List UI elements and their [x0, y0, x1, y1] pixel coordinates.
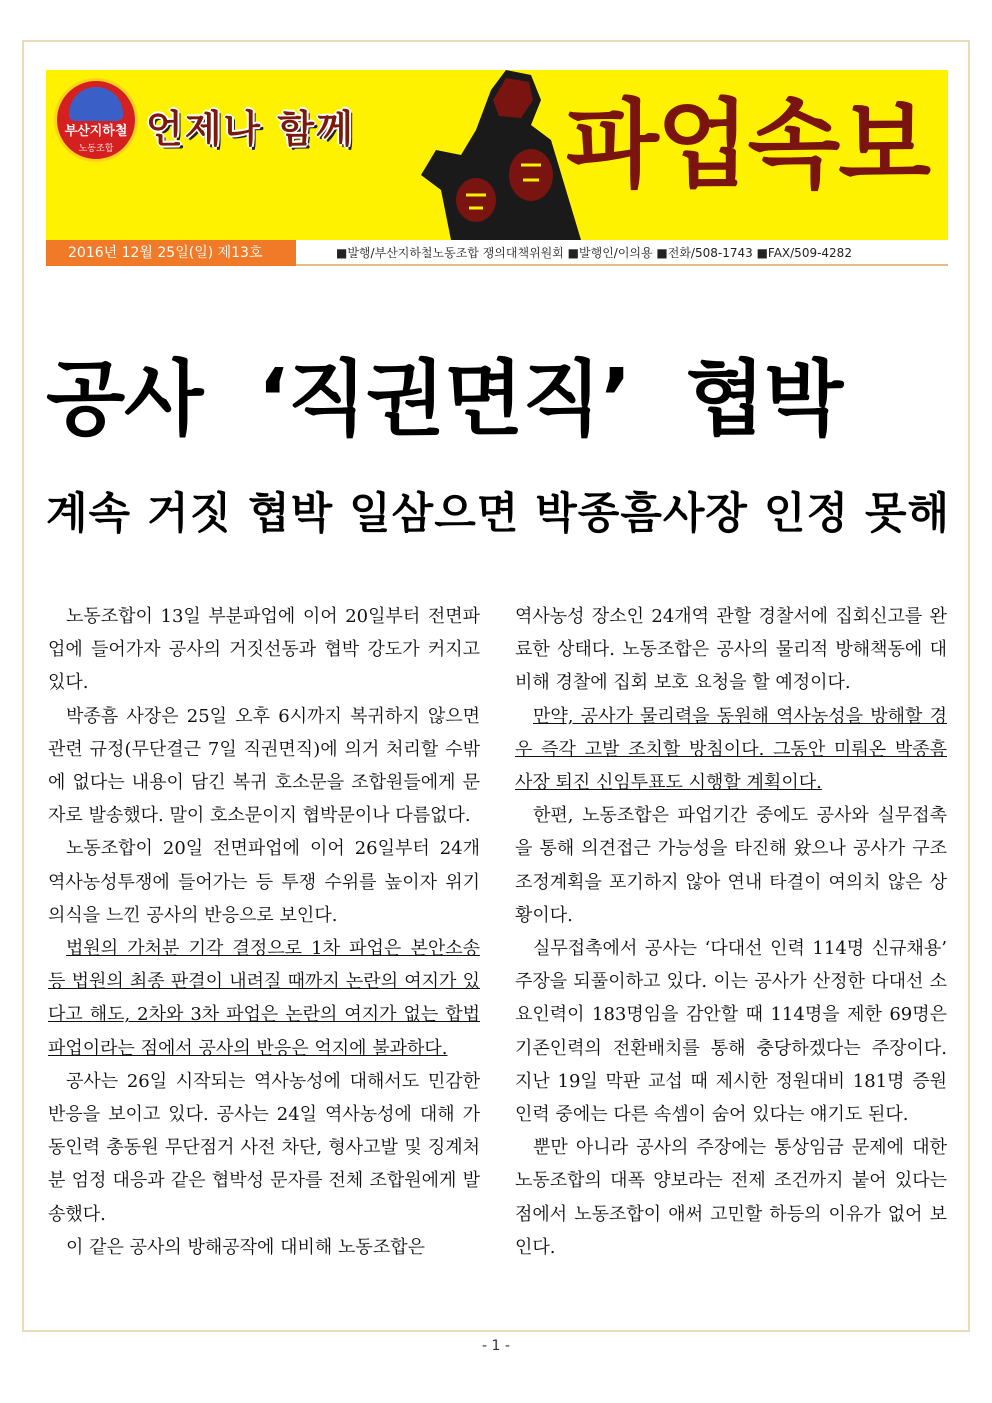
masthead-title: 파업속보: [566, 89, 929, 201]
logo-subtext: 노동조합: [78, 144, 114, 154]
article-paragraph-underlined: 만약, 공사가 물리력을 동원해 역사농성을 방해할 경우 즉각 고발 조치할 방침이다. 그동안 미뤄온 박종흠 사장 퇴진 신임투표도 시행할 계획이다.: [515, 705, 947, 794]
issue-date: 2016년 12월 25일(일) 제13호: [46, 240, 296, 266]
article-paragraph-underlined: 법원의 가처분 기각 결정으로 1차 파업은 본안소송 등 법원의 최종 판결이 내려질 때까지 논란의 여지가 있다고 해도, 2차와 3차 파업은 논란의 여지가 없는 합법파업이라는 점에서 공사의 반응은 억지에 불과하다.: [48, 938, 480, 1059]
article-paragraph: 이 같은 공사의 방해공작에 대비해 노동조합은: [66, 1236, 425, 1258]
masthead-banner: [46, 70, 948, 240]
article-paragraph: 실무접촉에서 공사는 ‘다대선 인력 114명 신규채용’ 주장을 되풀이하고 있다. 이는 공사가 산정한 다대선 소요인력이 183명임을 감안할 때 114명을 제한 69명은 기존인력의 전환배치를 통해 충당하겠다는 주장이다. 지난 19일 막판 교섭 때 제시한 정원대비 181명 증원 인력 중에는 다른 속셈이 숨어 있다는 얘기도 된다.: [515, 938, 947, 1126]
article-right-column: [515, 600, 947, 1264]
article-paragraph: 박종흠 사장은 25일 오후 6시까지 복귀하지 않으면 관련 규정(무단결근 7일 직권면직)에 의거 처리할 수밖에 없다는 내용이 담긴 복귀 호소문을 조합원들에게 문자로 발송했다. 말이 호소문이지 협박문이나 다름없다.: [48, 705, 480, 827]
raised-fist-illustration: [381, 70, 581, 240]
article-paragraph: 공사는 26일 시작되는 역사농성에 대해서도 민감한 반응을 보이고 있다. 공사는 24일 역사농성에 대해 가동인력 총동원 무단점거 사전 차단, 형사고발 및 징계처분 엄정 대응과 같은 협박성 문자를 전체 조합원에게 발송했다.: [48, 1070, 480, 1225]
article-left-column: [48, 600, 480, 1264]
union-logo: [54, 78, 138, 162]
logo-text: 부산지하철: [64, 124, 128, 139]
subway-train-icon: [69, 87, 123, 121]
headline: 공사 ‘직권면직’ 협박: [46, 352, 843, 447]
publisher-info: ■발행/부산지하철노동조합 쟁의대책위원회 ■발행인/이의용 ■전화/508-1743 ■FAX/509-4282: [336, 246, 852, 260]
article-paragraph: 노동조합이 20일 전면파업에 이어 26일부터 24개 역사농성투쟁에 들어가는 등 투쟁 수위를 높이자 위기의식을 느낀 공사의 반응으로 보인다.: [48, 838, 480, 926]
subheadline: 계속 거짓 협박 일삼으면 박종흠사장 인정 못해: [46, 489, 951, 539]
page-number: - 1 -: [482, 1338, 510, 1354]
article-paragraph: 뿐만 아니라 공사의 주장에는 통상임금 문제에 대한 노동조합의 대폭 양보라는 전제 조건까지 붙어 있다는 점에서 노동조합이 애써 고민할 하등의 이유가 없어 보인다.: [515, 1137, 947, 1258]
article-paragraph: 한편, 노동조합은 파업기간 중에도 공사와 실무접촉을 통해 의견접근 가능성을 타진해 왔으나 공사가 구조조정계획을 포기하지 않아 연내 타결이 여의치 않은 상황이다.: [515, 805, 947, 926]
issue-info-bar: [46, 240, 948, 266]
article-paragraph: 노동조합이 13일 부분파업에 이어 20일부터 전면파업에 들어가자 공사의 거짓선동과 협박 강도가 커지고 있다.: [48, 606, 480, 694]
slogan: 언제나 함께: [146, 107, 355, 151]
article-paragraph: 역사농성 장소인 24개역 관할 경찰서에 집회신고를 완료한 상태다. 노동조합은 공사의 물리적 방해책동에 대비해 경찰에 집회 보호 요청을 할 예정이다.: [515, 606, 947, 694]
